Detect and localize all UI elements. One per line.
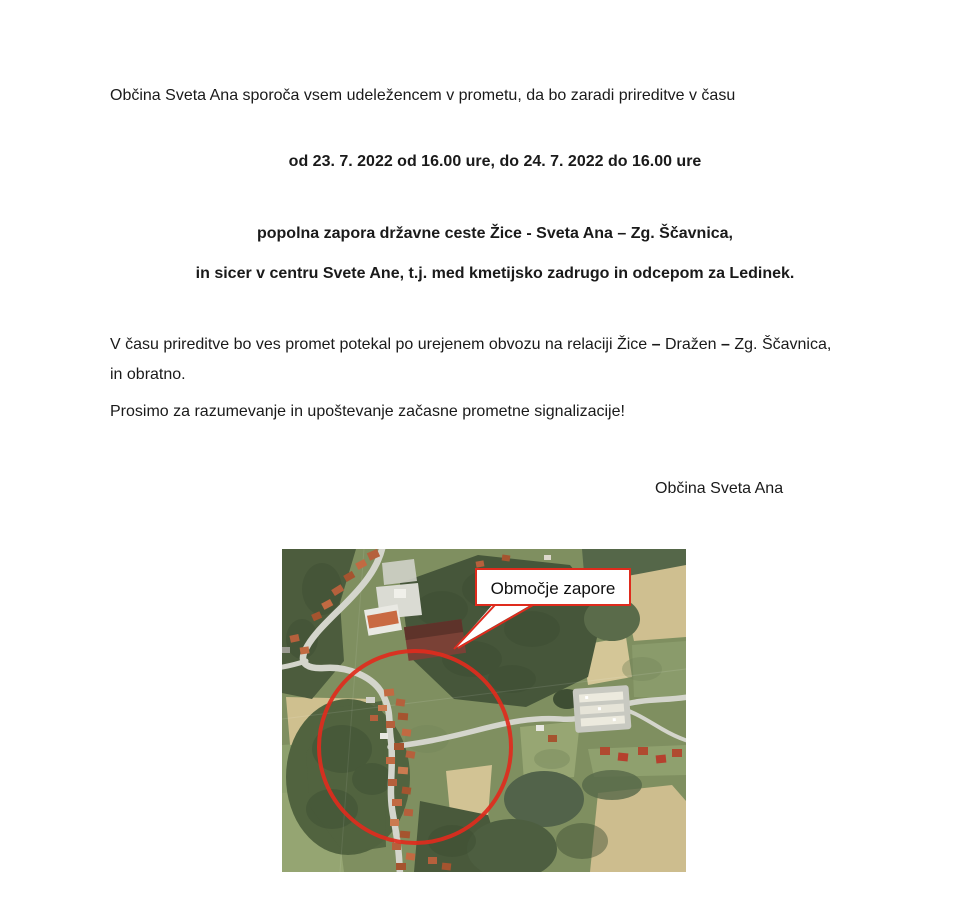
detour-text: Zg. Ščavnica,: [734, 336, 832, 353]
closure-period-line: od 23. 7. 2022 od 16.00 ure, do 24. 7. 2022 do 16.00 ure: [288, 153, 702, 170]
cemetery: [573, 685, 632, 733]
closure-title-line: popolna zapora državne ceste Žice - Sveta Ana – Zg. Ščavnica,: [256, 225, 733, 242]
request-line: Prosimo za razumevanje in upoštevanje začasne prometne signalizacije!: [110, 403, 625, 420]
detour-paragraph: [110, 330, 920, 390]
detour-text: Dražen: [664, 336, 717, 353]
aerial-map-svg: [282, 549, 686, 872]
detour-text: V času prireditve bo ves promet potekal po urejenem obvozu na relaciji Žice: [110, 336, 648, 353]
detour-dash: –: [651, 336, 661, 353]
detour-text: in obratno.: [110, 366, 186, 383]
callout-label: Območje zapore: [490, 579, 616, 598]
signature: Občina Sveta Ana: [655, 480, 784, 497]
closure-location-line: in sicer v centru Svete Ane, t.j. med kmetijsko zadrugo in odcepom za Ledinek.: [195, 265, 795, 282]
aerial-map-image: [282, 549, 686, 872]
detour-dash: –: [721, 336, 730, 353]
intro-paragraph: Občina Sveta Ana sporoča vsem udeležencem v prometu, da bo zaradi prireditve v času: [110, 87, 736, 104]
